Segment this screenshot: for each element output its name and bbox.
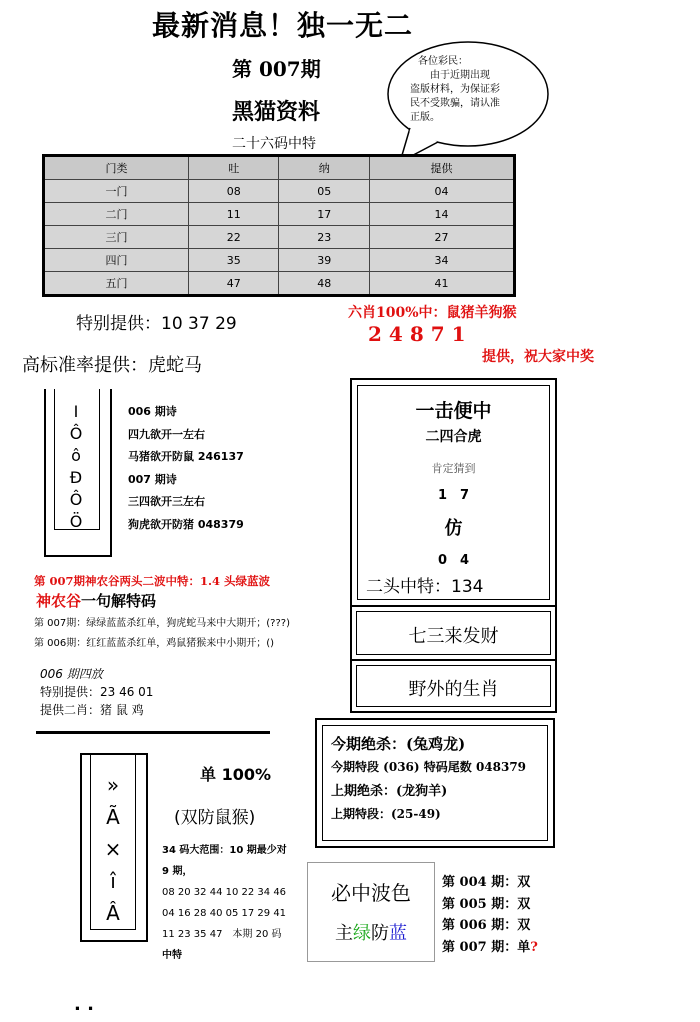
glyph: Ô — [69, 490, 83, 509]
table-cell: 14 — [370, 203, 515, 226]
history-value: 双 — [517, 918, 531, 933]
table-row — [44, 272, 515, 296]
table-cell: 二门 — [44, 203, 189, 226]
bubble-line: 盗版材料，为保证彩 — [410, 84, 500, 95]
poem-strip — [44, 389, 112, 557]
divider — [36, 731, 270, 734]
single-strip — [80, 753, 148, 942]
table-cell: 48 — [279, 272, 370, 296]
kill-line-4: 上期特段：(25-49) — [331, 807, 441, 821]
shennong-title-a: 神农谷 — [36, 592, 82, 610]
table-cell: 05 — [279, 180, 370, 203]
issue-006-line: 特别提供：23 46 01 — [40, 685, 154, 699]
bubble-line: 由于近期出现 — [430, 70, 490, 81]
table-cell: 34 — [370, 249, 515, 272]
table-row — [44, 249, 515, 272]
subtitle: 二十六码中特 — [232, 136, 316, 152]
six-zodiac-note: 提供，祝大家中奖 — [482, 349, 594, 365]
table-cell: 27 — [370, 226, 515, 249]
single-range — [162, 840, 287, 966]
shennong-title — [36, 590, 156, 611]
hit-box — [350, 378, 557, 607]
hit-small: 肯定猜到 — [431, 462, 476, 475]
wave-w1: 主 — [335, 923, 353, 944]
number-table — [42, 154, 516, 297]
table-cell: 47 — [188, 272, 279, 296]
history-row — [442, 937, 538, 959]
hit-title: 一击便中 — [415, 400, 492, 422]
wave-line — [308, 919, 434, 945]
hit-row-3-text: 野外的生肖 — [408, 679, 499, 700]
wave-w2: 绿 — [353, 923, 371, 944]
glyph: Ð — [69, 468, 83, 487]
hit-nums-2: 0 4 — [437, 553, 470, 568]
table-row — [44, 180, 515, 203]
poem-line: 007 期诗 — [128, 472, 177, 486]
table-header: 提供 — [370, 156, 515, 180]
issue-006-block — [40, 665, 153, 719]
poem-lines — [128, 401, 244, 536]
shennong-line-1: 第 007期：绿绿蓝蓝杀红单，狗虎蛇马来中大期开；(???) — [34, 618, 290, 629]
wave-box — [307, 862, 435, 962]
kill-box — [315, 718, 555, 848]
history-label: 第 005 期： — [442, 896, 518, 912]
poem-glyphs — [66, 401, 86, 533]
table-cell: 39 — [279, 249, 370, 272]
glyph: Ö — [69, 512, 83, 531]
poem-line: 四九欲开一左右 — [128, 427, 205, 441]
history-row — [442, 894, 538, 916]
glyph: î — [110, 869, 116, 893]
range-line: 11 23 35 47 本期 20 码 — [162, 929, 282, 940]
history-label: 第 006 期： — [442, 918, 518, 933]
range-line: 34 码大范围：10 期最少对 — [162, 845, 287, 856]
high-accuracy-value: 虎蛇马 — [148, 355, 202, 376]
bubble-text — [410, 55, 538, 125]
issue-006-line: 提供二肖：猪 鼠 鸡 — [40, 703, 144, 717]
glyph: × — [104, 837, 122, 861]
table-cell: 23 — [279, 226, 370, 249]
shennong-title-b: 一句解特码 — [81, 592, 157, 610]
high-accuracy-label: 高标准率提供： — [22, 355, 148, 376]
kill-line-3: 上期绝杀：(龙狗羊) — [331, 784, 448, 799]
single-title: 单 100% — [200, 765, 272, 784]
range-line: 中特 — [162, 950, 182, 961]
range-line: 04 16 28 40 05 17 29 41 — [162, 908, 287, 919]
hit-heads: 二头中特：134 — [366, 577, 484, 597]
table-header: 吐 — [188, 156, 279, 180]
table-header: 纳 — [279, 156, 370, 180]
special-label: 特别提供： — [76, 314, 161, 334]
table-cell: 五门 — [44, 272, 189, 296]
poem-line: 狗虎欲开防猪 048379 — [128, 517, 244, 531]
table-cell: 04 — [370, 180, 515, 203]
table-cell: 一门 — [44, 180, 189, 203]
issue-number: 第 007期 — [232, 57, 321, 81]
bubble-line: 民不受欺骗，请认准 — [410, 98, 500, 109]
wave-title: 必中波色 — [331, 881, 411, 905]
glyph: Ã — [106, 805, 120, 829]
table-cell: 41 — [370, 272, 515, 296]
hit-nums-1: 1 7 — [437, 488, 470, 503]
poem-line: 006 期诗 — [128, 405, 177, 418]
footer-dots: . . — [74, 994, 94, 1015]
history-label: 第 007 期： — [442, 939, 518, 955]
special-provide — [76, 309, 237, 334]
table-cell: 17 — [279, 203, 370, 226]
glyph: Ⅰ — [73, 402, 79, 421]
glyph: » — [106, 773, 120, 797]
wave-w4: 蓝 — [389, 923, 407, 944]
history-value: 双 — [517, 875, 531, 890]
shennong-headline: 第 007期神农谷两头二波中特：1.4 头绿蓝波 — [34, 574, 271, 588]
table-header-row — [44, 156, 515, 180]
issue-006-line: 006 期四放 — [40, 667, 103, 681]
poem-line: 三四欲开三左右 — [128, 495, 205, 508]
six-zodiac: 六肖100%中：鼠猪羊狗猴 — [348, 305, 517, 321]
hit-subtitle: 二四合虎 — [425, 429, 482, 445]
history-value: 双 — [517, 896, 531, 912]
kill-line-1: 今期绝杀：(兔鸡龙) — [331, 735, 466, 753]
source-name: 黑猫资料 — [232, 99, 321, 125]
glyph: ô — [71, 446, 81, 465]
shennong-line-2: 第 006期：红红蓝蓝杀红单，鸡鼠猪猴来中小期开；() — [34, 638, 275, 649]
wave-w3: 防 — [371, 923, 389, 944]
single-sub: (双防鼠猴) — [174, 808, 256, 828]
table-row — [44, 203, 515, 226]
table-cell: 35 — [188, 249, 279, 272]
range-line: 08 20 32 44 10 22 34 46 — [162, 887, 287, 898]
special-value: 10 37 29 — [161, 314, 237, 334]
range-line: 9 期， — [162, 866, 193, 877]
history-value: 单 — [517, 939, 531, 955]
table-row — [44, 226, 515, 249]
history-row — [442, 915, 538, 937]
history-row — [442, 872, 538, 894]
table-cell: 22 — [188, 226, 279, 249]
glyph: Â — [106, 901, 120, 925]
history-list — [442, 872, 538, 958]
table-cell: 四门 — [44, 249, 189, 272]
page-title: 最新消息！独一无二 — [152, 9, 414, 42]
six-zodiac-code: 24871 — [368, 322, 473, 346]
history-label: 第 004 期： — [442, 875, 518, 890]
hit-fang: 仿 — [444, 518, 463, 539]
bubble-line: 各位彩民： — [418, 56, 468, 67]
high-accuracy — [22, 351, 202, 377]
hit-row-2 — [350, 605, 557, 661]
table-cell: 08 — [188, 180, 279, 203]
kill-line-2: 今期特段 (036) 特码尾数 048379 — [331, 760, 527, 774]
table-cell: 11 — [188, 203, 279, 226]
hit-row-2-text: 七三来发财 — [408, 626, 499, 647]
table-cell: 三门 — [44, 226, 189, 249]
single-glyphs — [100, 769, 126, 929]
glyph: Ô — [69, 424, 83, 443]
history-mark: ? — [530, 939, 538, 955]
bubble-line: 正版。 — [410, 112, 440, 123]
hit-row-3 — [350, 659, 557, 713]
table-header: 门类 — [44, 156, 189, 180]
poem-line: 马猪欲开防鼠 246137 — [128, 450, 244, 463]
